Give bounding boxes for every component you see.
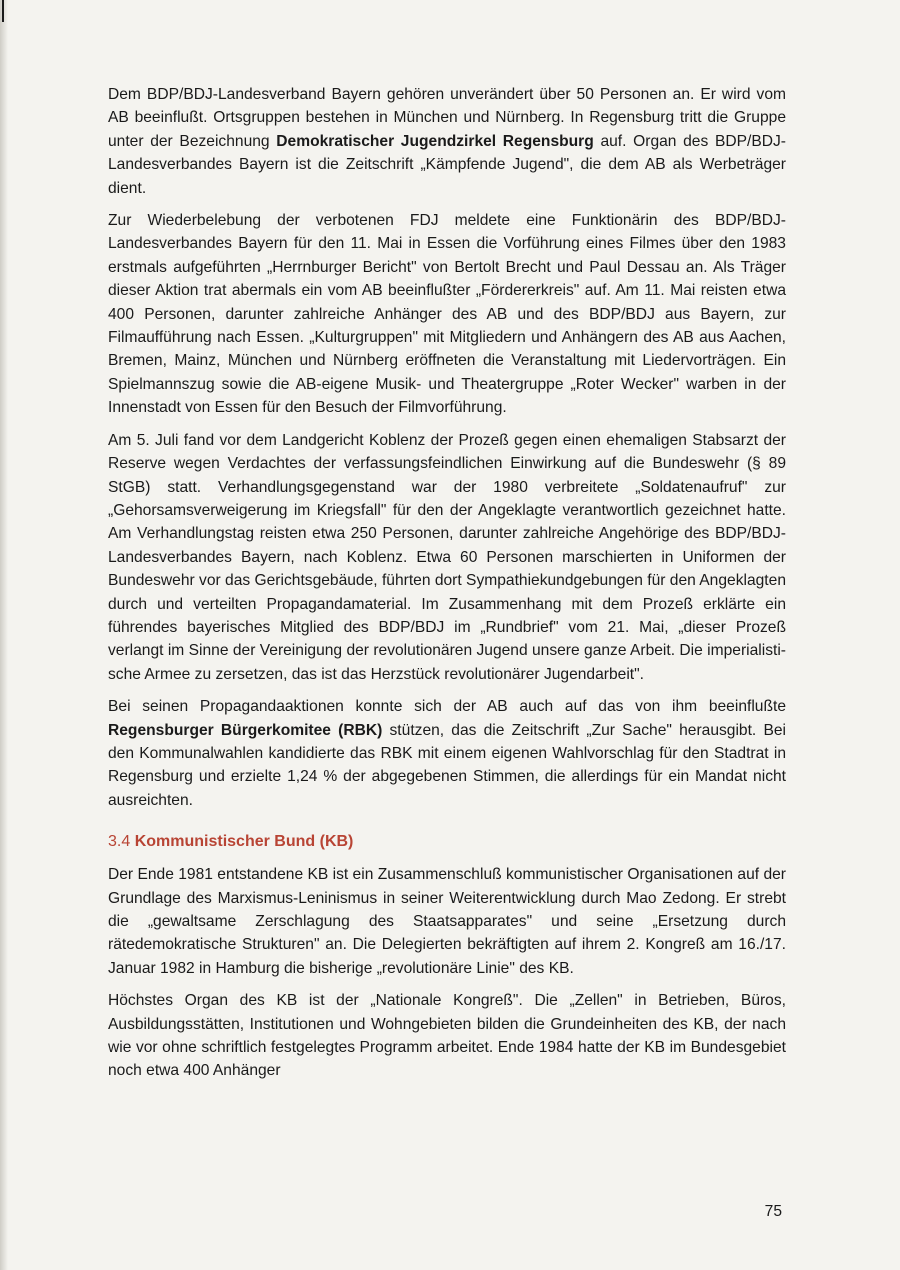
paragraph-fdj-film bbox=[108, 209, 786, 420]
text-run: Dem BDP/BDJ-Landesverband Bayern gehören unverändert über 50 Personen an. Er wird vom AB beeinflußt. Ortsgruppen bestehen in München und Nürnberg. In Regensburg tritt die Gruppe unter der Bezeichnung bbox=[108, 86, 786, 150]
text-run: Zur Wiederbelebung der verbotenen FDJ meldete eine Funktionärin des BDP/BDJ-Landesverbandes Bayern für den 11. Mai in Essen die Vorführung eines Filmes über den 1983 erstmals aufgeführten „Herrnburger Bericht" von Bertolt Brecht und Paul Dessau an. Als Träger dieser Aktion trat abermals ein vom AB beeinflußter „Fördererkreis" auf. Am 11. Mai reisten etwa 400 Personen, darunter zahlreiche Anhänger des AB und des BDP/BDJ aus Bayern, zur Filmaufführung nach Essen. „Kulturgruppen" mit Mitgliedern und Anhängern des AB aus Aachen, Bremen, Mainz, München und Nürnberg eröffneten die Veranstaltung mit Liedervorträgen. Ein Spielmannszug sowie die AB-eigene Musik- und Theatergruppe „Roter Wecker" warben in der Innenstadt von Essen für den Besuch der Filmvorführung. bbox=[108, 212, 786, 417]
text-run: Höchstes Organ des KB ist der „Nationale Kongreß". Die „Zellen" in Betrieben, Büros, Ausbildungsstätten, Institutionen und Wohngebieten bilden die Grundeinheiten des KB, der nach wie vor ohne schriftlich festgelegtes Programm arbeitet. Ende 1984 hatte der KB im Bundesgebiet noch etwa 400 Anhänger bbox=[108, 992, 786, 1080]
text-run: Bei seinen Propagandaaktionen konnte sich der AB auch auf das von ihm beeinflußte bbox=[108, 698, 786, 716]
bold-term: Regensburger Bürgerkomitee (RBK) bbox=[108, 721, 383, 739]
text-run: stützen, das die Zeitschrift „Zur Sache" herausgibt. Bei den Kommunalwahlen kandidierte das RBK mit einem eigenen Wahlvorschlag für den Stadtrat in Regensburg und erzielte 1,24 % der abgegebenen Stimmen, die allerdings für ein Mandat nicht ausreichten. bbox=[108, 721, 786, 809]
paragraph-kb-entstehung bbox=[108, 863, 786, 980]
section-number: 3.4 bbox=[108, 833, 131, 851]
section-heading bbox=[108, 830, 786, 853]
bold-term: Demokratischer Jugendzirkel Regensburg bbox=[276, 132, 594, 150]
section-title: Kommunistischer Bund (KB) bbox=[134, 833, 354, 851]
text-run: Am 5. Juli fand vor dem Landgericht Koblenz der Prozeß gegen einen ehemaligen Stabsarzt der Reserve wegen Verdachtes der verfassungsfeindlichen Einwirkung auf die Bundeswehr (§ 89 StGB) statt. Verhandlungsgegenstand war der 1980 verbreitete „Soldatenaufruf" zur „Gehorsamsverweigerung im Kriegsfall" für den der Angeklagte verantwortlich gezeichnet hatte. Am Verhandlungstag reisten etwa 250 Personen, darunter zahlreiche Angehörige des BDP/BDJ-Landesverbandes Bayern, nach Koblenz. Etwa 60 Personen marschierten in Uniformen der Bundeswehr vor das Gerichtsgebäude, führten dort Sympathiekundgebungen für den Angeklagten durch und verteilten Propagandamaterial. Im Zusammenhang mit dem Prozeß erklärte ein führendes bayerisches Mitglied des BDP/BDJ im „Rundbrief" vom 21. Mai, „dieser Prozeß verlangt im Sinne der Vereinigung der revolutionären Jugend unsere ganze Arbeit. Die imperialistische Armee zu zersetzen, das ist das Herzstück revolutionärer Jugendarbeit". bbox=[108, 431, 786, 683]
page-number: 75 bbox=[764, 1203, 782, 1220]
binding-mark bbox=[2, 0, 4, 22]
text-run: auf. Organ des BDP/BDJ- Landesverbandes Bayern ist die Zeitschrift „Kämpfende Jugend", die dem AB als Werbeträger dient. bbox=[108, 132, 786, 197]
body-text bbox=[108, 83, 786, 1092]
paragraph-rbk bbox=[108, 695, 786, 812]
text-run: Der Ende 1981 entstandene KB ist ein Zusammenschluß kommunistischer Organisationen auf der Grundlage des Marxismus-Leninismus in seiner Weiterentwicklung durch Mao Zedong. Er strebt die „gewaltsame Zerschlagung des Staatsapparates" und seine „Ersetzung durch rätedemokratische Strukturen" an. Die Delegierten bekräftigten auf ihrem 2. Kongreß am 16./17. Januar 1982 in Hamburg die bisherige „revolutionäre Linie" des KB. bbox=[108, 866, 786, 977]
paragraph-prozess-koblenz bbox=[108, 429, 786, 686]
binding-edge bbox=[0, 0, 8, 1270]
paragraph-kb-organisation bbox=[108, 989, 786, 1083]
paragraph-bdp-bdj-landesverband bbox=[108, 83, 786, 200]
